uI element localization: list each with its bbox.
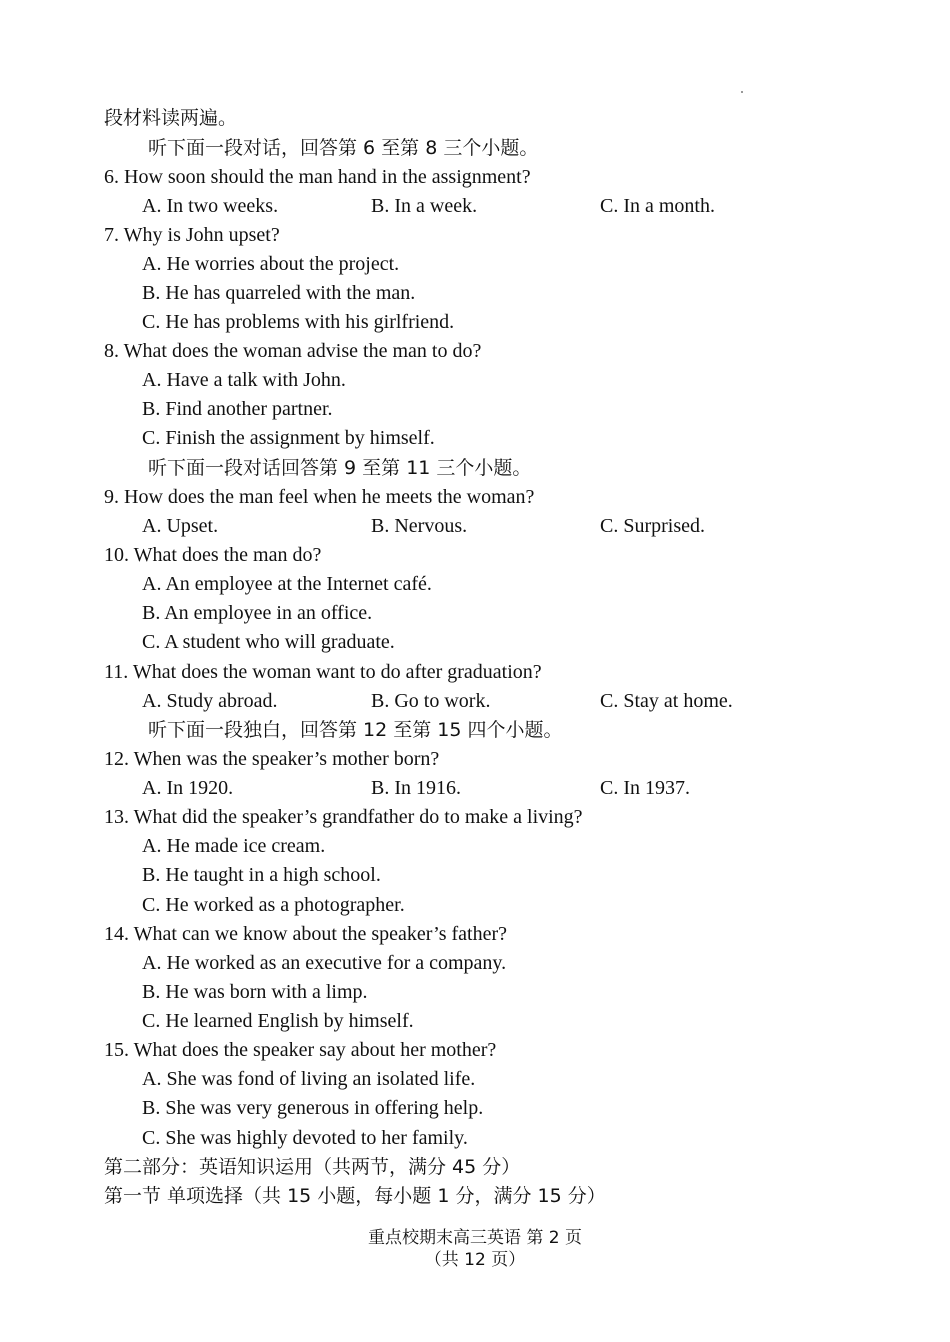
option: B. He has quarreled with the man. <box>142 282 416 304</box>
option-row <box>142 687 842 716</box>
option: C. Finish the assignment by himself. <box>142 427 435 449</box>
question-stem: 11. What does the woman want to do after graduation? <box>104 661 542 683</box>
option: C. In a month. <box>600 195 715 217</box>
option: A. He made ice cream. <box>142 835 326 857</box>
intro-tail: 段材料读两遍。 <box>104 107 238 129</box>
option: A. He worries about the project. <box>142 253 400 275</box>
option: A. Have a talk with John. <box>142 369 346 391</box>
option-row <box>142 774 842 803</box>
question-stem: 14. What can we know about the speaker’s father? <box>104 923 507 945</box>
question-stem: 6. How soon should the man hand in the assignment? <box>104 166 531 188</box>
part-two-heading: 第二部分：英语知识运用（共两节，满分 45 分） <box>104 1156 521 1178</box>
page-footer-title: 重点校期末高三英语 第 2 页 <box>367 1228 583 1248</box>
option: A. Study abroad. <box>142 690 278 712</box>
question-stem: 10. What does the man do? <box>104 544 322 566</box>
option: A. In 1920. <box>142 777 234 799</box>
option: B. Nervous. <box>371 515 468 537</box>
option: C. A student who will graduate. <box>142 631 395 653</box>
section-one-heading: 第一节 单项选择（共 15 小题，每小题 1 分，满分 15 分） <box>104 1185 606 1207</box>
option: B. Go to work. <box>371 690 491 712</box>
page-footer-count: （共 12 页） <box>424 1250 526 1270</box>
section-note: 听下面一段对话回答第 9 至第 11 三个小题。 <box>148 457 532 479</box>
section-note: 听下面一段对话，回答第 6 至第 8 三个小题。 <box>148 137 539 159</box>
option: B. Find another partner. <box>142 398 333 420</box>
option: B. He was born with a limp. <box>142 981 368 1003</box>
question-stem: 13. What did the speaker’s grandfather do to make a living? <box>104 806 583 828</box>
option: C. She was highly devoted to her family. <box>142 1127 468 1149</box>
option: B. An employee in an office. <box>142 602 373 624</box>
question-stem: 7. Why is John upset? <box>104 224 280 246</box>
option: A. An employee at the Internet café. <box>142 573 432 595</box>
option-row <box>142 192 842 221</box>
section-note: 听下面一段独白，回答第 12 至第 15 四个小题。 <box>148 719 563 741</box>
option: C. In 1937. <box>600 777 690 799</box>
question-stem: 15. What does the speaker say about her mother? <box>104 1039 497 1061</box>
question-stem: 8. What does the woman advise the man to do? <box>104 340 482 362</box>
option: B. She was very generous in offering help. <box>142 1097 484 1119</box>
option: C. He learned English by himself. <box>142 1010 414 1032</box>
option-row <box>142 512 842 541</box>
option: A. In two weeks. <box>142 195 279 217</box>
option: C. Surprised. <box>600 515 705 537</box>
option: A. He worked as an executive for a company. <box>142 952 507 974</box>
option: C. Stay at home. <box>600 690 733 712</box>
option: C. He worked as a photographer. <box>142 894 405 916</box>
option: A. She was fond of living an isolated life. <box>142 1068 476 1090</box>
question-stem: 9. How does the man feel when he meets the woman? <box>104 486 535 508</box>
option: B. He taught in a high school. <box>142 864 381 886</box>
option: A. Upset. <box>142 515 219 537</box>
option: C. He has problems with his girlfriend. <box>142 311 455 333</box>
question-stem: 12. When was the speaker’s mother born? <box>104 748 440 770</box>
option: B. In 1916. <box>371 777 461 799</box>
option: B. In a week. <box>371 195 478 217</box>
scan-dot <box>741 91 743 93</box>
